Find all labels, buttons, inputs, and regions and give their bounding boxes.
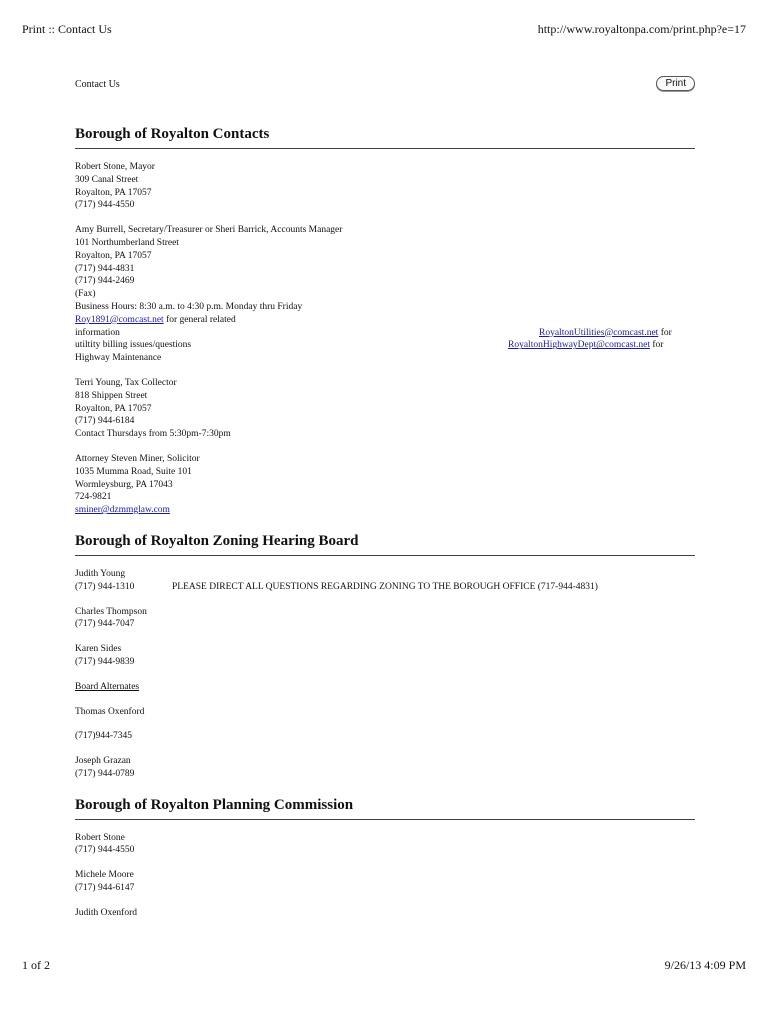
tax-line: 818 Shippen Street [75,390,148,401]
zoning-judith-block [75,568,695,594]
contacts-section [75,124,695,517]
solicitor-line: 1035 Mumma Road, Suite 101 [75,466,192,477]
print-button[interactable]: Print [656,76,695,91]
member-name: Judith Oxenford [75,907,138,918]
zoning-joseph-block [75,755,695,781]
member-line: Karen Sides [75,644,122,655]
tax-line: (717) 944-6184 [75,416,135,427]
highway-text: Highway Maintenance [75,353,162,364]
zoning-thomas-block [75,706,695,719]
secretary-line: Royalton, PA 17057 [75,250,152,261]
email-line [75,327,695,340]
email-line [75,314,695,327]
secretary-line: 101 Northumberland Street [75,237,179,248]
planning-section [75,795,695,920]
mayor-line: 309 Canal Street [75,174,139,185]
secretary-line: (717) 944-2469 [75,276,135,287]
email-link-utilities[interactable]: RoyaltonUtilities@comcast.net [539,327,659,338]
member-line: (717) 944-0789 [75,768,135,779]
tax-collector-block [75,377,695,441]
zoning-karen-block [75,643,695,669]
board-alternates-label: Board Alternates [75,681,140,692]
info-word: information [75,327,120,338]
breadcrumb: Contact Us [75,79,120,90]
zoning-notice: PLEASE DIRECT ALL QUESTIONS REGARDING ZONING TO THE BOROUGH OFFICE (717-944-4831) [172,581,598,592]
utilities-email-wrap [539,327,672,340]
member-phone: (717)944-7345 [75,731,132,742]
planning-michele-block [75,869,695,895]
member-name: Judith Young [75,568,126,579]
member-line: Michele Moore [75,870,134,881]
member-line: (717) 944-6147 [75,883,135,894]
alternates-heading-block [75,681,695,694]
mayor-line: Royalton, PA 17057 [75,187,152,198]
mayor-line: Robert Stone, Mayor [75,162,155,172]
mayor-line: (717) 944-4550 [75,200,135,211]
solicitor-email-line [75,504,695,517]
highway-email-wrap [508,339,663,352]
solicitor-line: Wormleysburg, PA 17043 [75,479,173,490]
tax-line: Royalton, PA 17057 [75,403,152,414]
tax-line: Terri Young, Tax Collector [75,377,177,388]
email-link-highway[interactable]: RoyaltonHighwayDept@comcast.net [508,340,650,351]
member-line: (717) 944-4550 [75,845,135,856]
member-phone: (717) 944-1310 [75,581,135,592]
member-phone-row [75,581,695,594]
billing-text: utiltity billing issues/questions [75,340,192,351]
planning-judith-block [75,907,695,920]
print-page-title: Print :: Contact Us [22,22,112,36]
zoning-charles-block [75,606,695,632]
zoning-thomas-phone-block [75,730,695,743]
tax-line: Contact Thursdays from 5:30pm-7:30pm [75,429,231,440]
solicitor-line: Attorney Steven Miner, Solicitor [75,453,200,464]
zoning-section [75,531,695,781]
email-link-general[interactable]: Roy1891@comcast.net [75,314,164,325]
section-title-zoning: Borough of Royalton Zoning Hearing Board [75,531,695,556]
secretary-line: (Fax) [75,289,96,300]
page-url: http://www.royaltonpa.com/print.php?e=17 [537,22,746,36]
email-link-solicitor[interactable]: sminer@dzmmglaw.com [75,505,170,516]
member-line: (717) 944-7047 [75,619,135,630]
mayor-block [75,161,695,212]
secretary-line: (717) 944-4831 [75,263,135,274]
member-line: Joseph Grazan [75,756,131,767]
email-suffix: for general related [163,314,236,325]
secretary-line: Business Hours: 8:30 a.m. to 4:30 p.m. Monday thru Friday [75,301,303,312]
member-line: (717) 944-9839 [75,656,135,667]
secretary-line: Amy Burrell, Secretary/Treasurer or Sheri Barrick, Accounts Manager [75,225,343,236]
section-title-contacts: Borough of Royalton Contacts [75,124,695,149]
top-bar [75,76,695,98]
email-suffix: for [649,340,664,351]
section-title-planning: Borough of Royalton Planning Commission [75,795,695,820]
member-name: Thomas Oxenford [75,706,145,717]
main-content [75,76,695,920]
print-datetime: 9/26/13 4:09 PM [664,958,746,972]
member-line: Charles Thompson [75,606,147,617]
email-suffix: for [658,327,672,338]
page-count: 1 of 2 [22,958,50,972]
email-line [75,339,695,352]
solicitor-line: 724-9821 [75,492,112,503]
planning-robert-block [75,832,695,858]
secretary-block [75,224,695,365]
solicitor-block [75,453,695,517]
member-line: Robert Stone [75,832,125,843]
